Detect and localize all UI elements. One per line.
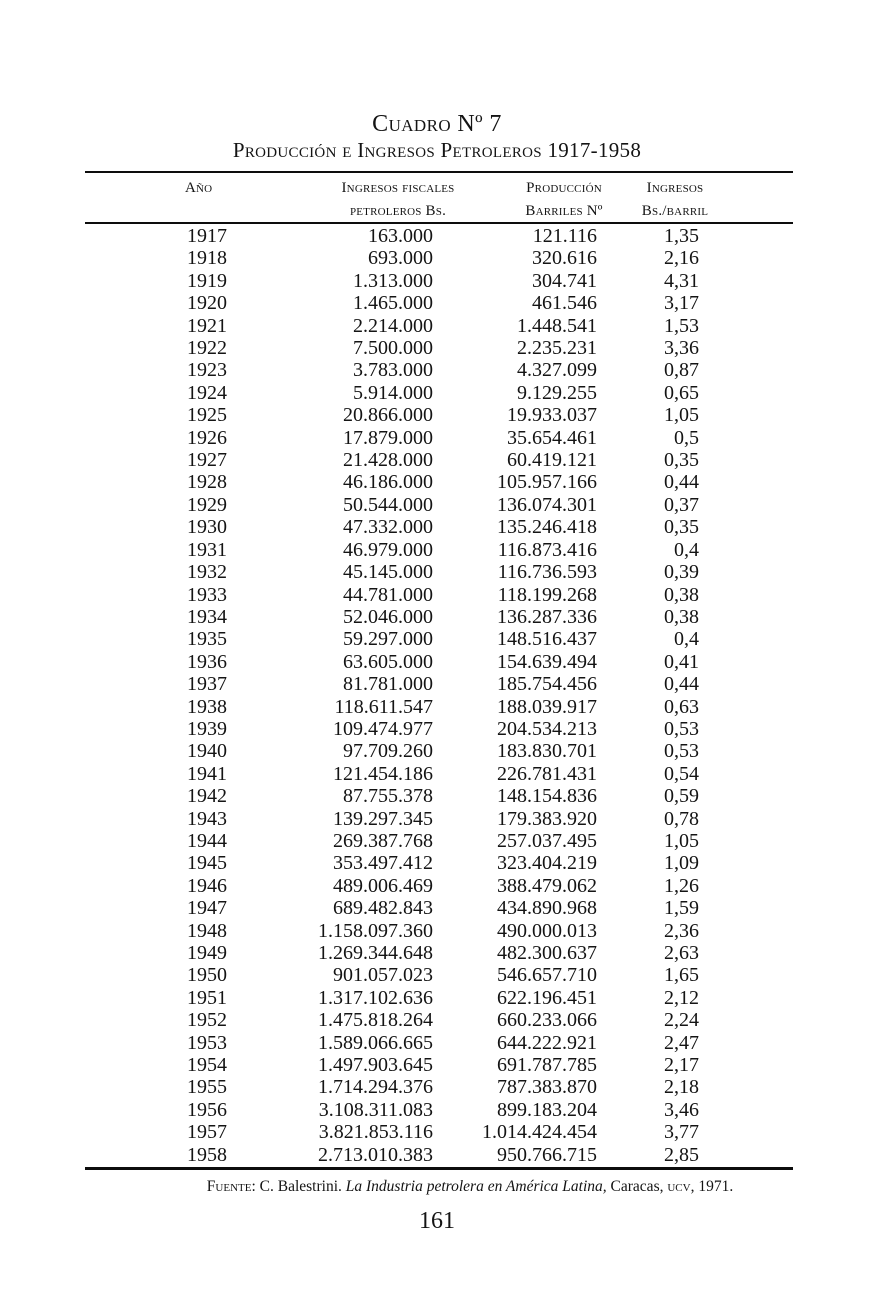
- cell-production: 388.479.062: [497, 874, 597, 897]
- column-header-fiscal-income-line1: Ingresos fiscales: [341, 180, 455, 196]
- table-row: [85, 471, 793, 493]
- cell-production: 135.246.418: [497, 516, 597, 539]
- cell-fiscal-income: 63.605.000: [343, 650, 433, 673]
- cell-income-per-barrel: 2,85: [664, 1143, 699, 1166]
- table-row: [85, 1032, 793, 1054]
- cell-year: 1937: [187, 673, 227, 696]
- row-filler: [700, 987, 793, 1009]
- table-row: [85, 427, 793, 449]
- row-filler: [700, 1144, 793, 1166]
- cell-production: 4.327.099: [517, 359, 597, 382]
- cell-income-per-barrel: 3,77: [664, 1121, 699, 1144]
- page-number: 161: [419, 1208, 455, 1234]
- column-header-year-line1: Año: [185, 180, 213, 196]
- cell-income-per-barrel: 1,35: [664, 225, 699, 247]
- cell-year: 1941: [187, 762, 227, 785]
- table-row: [85, 920, 793, 942]
- cell-year: 1929: [187, 493, 227, 516]
- column-header-fiscal-income: [288, 177, 508, 223]
- table-row: [85, 404, 793, 426]
- row-filler: [700, 1121, 793, 1143]
- table-row: [85, 673, 793, 695]
- cell-year: 1931: [187, 538, 227, 561]
- cell-fiscal-income: 20.866.000: [343, 404, 433, 427]
- row-filler: [700, 606, 793, 628]
- row-filler: [700, 740, 793, 762]
- cell-income-per-barrel: 0,53: [664, 717, 699, 740]
- table-row: [85, 763, 793, 785]
- table-row: [85, 628, 793, 650]
- cell-fiscal-income: 901.057.023: [333, 964, 433, 987]
- cell-production: 35.654.461: [507, 426, 597, 449]
- cell-income-per-barrel: 4,31: [664, 269, 699, 292]
- cell-production: 787.383.870: [497, 1076, 597, 1099]
- cell-production: 185.754.456: [497, 673, 597, 696]
- cell-fiscal-income: 353.497.412: [333, 852, 433, 875]
- cell-production: 105.957.166: [497, 471, 597, 494]
- table-row: [85, 225, 793, 247]
- cell-income-per-barrel: 0,59: [664, 785, 699, 808]
- cell-fiscal-income: 1.465.000: [353, 292, 433, 315]
- table-row: [85, 696, 793, 718]
- cell-production: 183.830.701: [497, 740, 597, 763]
- row-filler: [700, 942, 793, 964]
- table-row: [85, 270, 793, 292]
- cell-income-per-barrel: 1,65: [664, 964, 699, 987]
- cell-year: 1948: [187, 919, 227, 942]
- cell-year: 1919: [187, 269, 227, 292]
- cell-year: 1934: [187, 605, 227, 628]
- cell-income-per-barrel: 3,46: [664, 1098, 699, 1121]
- row-filler: [700, 404, 793, 426]
- cell-fiscal-income: 3.821.853.116: [318, 1121, 433, 1144]
- row-filler: [700, 920, 793, 942]
- cell-fiscal-income: 87.755.378: [343, 785, 433, 808]
- cell-income-per-barrel: 1,59: [664, 897, 699, 920]
- cell-production: 320.616: [532, 247, 597, 270]
- cell-production: 136.074.301: [497, 493, 597, 516]
- cell-production: 154.639.494: [497, 650, 597, 673]
- table-row: [85, 315, 793, 337]
- cell-year: 1926: [187, 426, 227, 449]
- cell-fiscal-income: 1.158.097.360: [318, 919, 433, 942]
- cell-year: 1925: [187, 404, 227, 427]
- cell-production: 9.129.255: [517, 381, 597, 404]
- table-row: [85, 852, 793, 874]
- cell-year: 1936: [187, 650, 227, 673]
- row-filler: [700, 763, 793, 785]
- row-filler: [700, 427, 793, 449]
- cell-income-per-barrel: 0,39: [664, 561, 699, 584]
- cell-income-per-barrel: 0,41: [664, 650, 699, 673]
- table-row: [85, 1121, 793, 1143]
- cell-fiscal-income: 47.332.000: [343, 516, 433, 539]
- cell-income-per-barrel: 0,44: [664, 673, 699, 696]
- cell-year: 1952: [187, 1009, 227, 1032]
- cell-year: 1923: [187, 359, 227, 382]
- cell-production: 148.516.437: [497, 628, 597, 651]
- row-filler: [700, 1099, 793, 1121]
- cell-income-per-barrel: 0,38: [664, 605, 699, 628]
- column-header-income-per-barrel-line2: Bs./barril: [641, 203, 709, 219]
- cell-fiscal-income: 269.387.768: [333, 829, 433, 852]
- cell-fiscal-income: 45.145.000: [343, 561, 433, 584]
- cell-year: 1958: [187, 1143, 227, 1166]
- cell-production: 118.199.268: [497, 583, 597, 606]
- table-row: [85, 1099, 793, 1121]
- row-filler: [700, 337, 793, 359]
- cell-production: 461.546: [532, 292, 597, 315]
- cell-income-per-barrel: 1,53: [664, 314, 699, 337]
- row-filler: [700, 808, 793, 830]
- cell-year: 1921: [187, 314, 227, 337]
- row-filler: [700, 471, 793, 493]
- cell-year: 1924: [187, 381, 227, 404]
- row-filler: [700, 225, 793, 247]
- cell-fiscal-income: 121.454.186: [333, 762, 433, 785]
- row-filler: [700, 651, 793, 673]
- cell-year: 1956: [187, 1098, 227, 1121]
- cell-year: 1932: [187, 561, 227, 584]
- cell-income-per-barrel: 2,36: [664, 919, 699, 942]
- cell-production: 116.873.416: [497, 538, 597, 561]
- cell-fiscal-income: 2.713.010.383: [318, 1143, 433, 1166]
- cell-year: 1922: [187, 337, 227, 360]
- cell-year: 1920: [187, 292, 227, 315]
- data-table: [85, 0, 793, 1313]
- cell-income-per-barrel: 2,12: [664, 986, 699, 1009]
- table-row: [85, 516, 793, 538]
- cell-fiscal-income: 1.589.066.665: [318, 1031, 433, 1054]
- table-row: [85, 247, 793, 269]
- cell-production: 660.233.066: [497, 1009, 597, 1032]
- cell-production: 1.014.424.454: [482, 1121, 597, 1144]
- cell-income-per-barrel: 0,38: [664, 583, 699, 606]
- cell-income-per-barrel: 2,16: [664, 247, 699, 270]
- cell-production: 19.933.037: [507, 404, 597, 427]
- cell-income-per-barrel: 0,5: [674, 426, 699, 449]
- row-filler: [700, 830, 793, 852]
- cell-income-per-barrel: 0,53: [664, 740, 699, 763]
- cell-production: 2.235.231: [517, 337, 597, 360]
- cell-income-per-barrel: 1,09: [664, 852, 699, 875]
- table-rule-middle: [85, 222, 793, 224]
- cell-fiscal-income: 1.317.102.636: [318, 986, 433, 1009]
- cell-fiscal-income: 3.108.311.083: [318, 1098, 433, 1121]
- cell-year: 1930: [187, 516, 227, 539]
- table-row: [85, 292, 793, 314]
- cell-income-per-barrel: 0,87: [664, 359, 699, 382]
- row-filler: [700, 897, 793, 919]
- cell-fiscal-income: 689.482.843: [333, 897, 433, 920]
- source-city: Caracas,: [610, 1178, 664, 1195]
- cell-income-per-barrel: 0,63: [664, 695, 699, 718]
- table-row: [85, 1144, 793, 1166]
- table-row: [85, 942, 793, 964]
- cell-income-per-barrel: 1,05: [664, 829, 699, 852]
- cell-year: 1953: [187, 1031, 227, 1054]
- cell-year: 1945: [187, 852, 227, 875]
- table-row: [85, 740, 793, 762]
- table-row: [85, 449, 793, 471]
- row-filler: [700, 875, 793, 897]
- row-filler: [700, 561, 793, 583]
- table-row: [85, 1054, 793, 1076]
- cell-year: 1942: [187, 785, 227, 808]
- source-label: Fuente:: [206, 1178, 256, 1195]
- cell-fiscal-income: 693.000: [368, 247, 433, 270]
- cell-year: 1917: [187, 225, 227, 247]
- cell-year: 1935: [187, 628, 227, 651]
- cell-income-per-barrel: 2,17: [664, 1054, 699, 1077]
- cell-income-per-barrel: 1,26: [664, 874, 699, 897]
- row-filler: [700, 628, 793, 650]
- cell-year: 1943: [187, 807, 227, 830]
- row-filler: [700, 852, 793, 874]
- row-filler: [700, 696, 793, 718]
- row-filler: [700, 539, 793, 561]
- column-header-income-per-barrel-line1: Ingresos: [646, 180, 704, 196]
- table-row: [85, 337, 793, 359]
- cell-production: 434.890.968: [497, 897, 597, 920]
- table-row: [85, 1076, 793, 1098]
- cell-fiscal-income: 7.500.000: [353, 337, 433, 360]
- cell-fiscal-income: 1.714.294.376: [318, 1076, 433, 1099]
- table-subtitle: Producción e Ingresos Petroleros 1917-1958: [232, 138, 642, 162]
- cell-fiscal-income: 1.313.000: [353, 269, 433, 292]
- cell-year: 1946: [187, 874, 227, 897]
- cell-income-per-barrel: 2,18: [664, 1076, 699, 1099]
- row-filler: [700, 673, 793, 695]
- cell-income-per-barrel: 0,54: [664, 762, 699, 785]
- row-filler: [700, 785, 793, 807]
- row-filler: [700, 292, 793, 314]
- cell-year: 1928: [187, 471, 227, 494]
- row-filler: [700, 247, 793, 269]
- cell-production: 179.383.920: [497, 807, 597, 830]
- cell-income-per-barrel: 0,4: [674, 538, 699, 561]
- row-filler: [700, 1076, 793, 1098]
- cell-income-per-barrel: 0,44: [664, 471, 699, 494]
- cell-production: 204.534.213: [497, 717, 597, 740]
- table-row: [85, 830, 793, 852]
- cell-fiscal-income: 5.914.000: [353, 381, 433, 404]
- table-title: Cuadro Nº 7: [372, 111, 502, 137]
- row-filler: [700, 516, 793, 538]
- table-row: [85, 584, 793, 606]
- table-row: [85, 359, 793, 381]
- table-header-row: [85, 177, 793, 222]
- table-rule-bottom: [85, 1167, 793, 1170]
- source-note: [0, 1177, 874, 1197]
- row-filler: [700, 270, 793, 292]
- cell-production: 622.196.451: [497, 986, 597, 1009]
- column-header-income-per-barrel: [605, 177, 745, 223]
- table-row: [85, 539, 793, 561]
- cell-year: 1927: [187, 449, 227, 472]
- source-year: , 1971.: [690, 1178, 734, 1195]
- cell-production: 644.222.921: [497, 1031, 597, 1054]
- cell-production: 257.037.495: [497, 829, 597, 852]
- cell-fiscal-income: 1.475.818.264: [318, 1009, 433, 1032]
- row-filler: [700, 1009, 793, 1031]
- cell-fiscal-income: 44.781.000: [343, 583, 433, 606]
- cell-income-per-barrel: 0,65: [664, 381, 699, 404]
- cell-year: 1949: [187, 942, 227, 964]
- cell-year: 1944: [187, 829, 227, 852]
- cell-income-per-barrel: 0,4: [674, 628, 699, 651]
- cell-fiscal-income: 50.544.000: [343, 493, 433, 516]
- cell-fiscal-income: 1.497.903.645: [318, 1054, 433, 1077]
- cell-year: 1918: [187, 247, 227, 270]
- table-row: [85, 606, 793, 628]
- cell-production: 226.781.431: [497, 762, 597, 785]
- row-filler: [700, 718, 793, 740]
- cell-income-per-barrel: 0,35: [664, 449, 699, 472]
- row-filler: [700, 382, 793, 404]
- cell-production: 323.404.219: [497, 852, 597, 875]
- cell-production: 188.039.917: [497, 695, 597, 718]
- cell-year: 1939: [187, 717, 227, 740]
- table-row: [85, 494, 793, 516]
- cell-income-per-barrel: 1,05: [664, 404, 699, 427]
- cell-production: 116.736.593: [497, 561, 597, 584]
- cell-income-per-barrel: 0,37: [664, 493, 699, 516]
- row-filler: [700, 964, 793, 986]
- column-header-production-line1: Producción: [526, 180, 602, 196]
- table-row: [85, 785, 793, 807]
- table-row: [85, 964, 793, 986]
- cell-year: 1940: [187, 740, 227, 763]
- cell-production: 121.116: [532, 225, 597, 247]
- cell-income-per-barrel: 2,47: [664, 1031, 699, 1054]
- source-author: C. Balestrini.: [259, 1178, 342, 1195]
- column-header-production-line2: Barriles Nº: [525, 203, 603, 219]
- cell-production: 691.787.785: [497, 1054, 597, 1077]
- table-row: [85, 651, 793, 673]
- table-rule-top: [85, 171, 793, 173]
- cell-year: 1933: [187, 583, 227, 606]
- cell-fiscal-income: 3.783.000: [353, 359, 433, 382]
- table-row: [85, 718, 793, 740]
- table-row: [85, 1009, 793, 1031]
- row-filler: [700, 494, 793, 516]
- table-row: [85, 875, 793, 897]
- table-row: [85, 561, 793, 583]
- table-row: [85, 897, 793, 919]
- cell-income-per-barrel: 3,36: [664, 337, 699, 360]
- cell-fiscal-income: 52.046.000: [343, 605, 433, 628]
- cell-production: 1.448.541: [517, 314, 597, 337]
- source-publisher: ucv: [667, 1178, 691, 1195]
- column-header-year: [185, 177, 212, 200]
- cell-fiscal-income: 21.428.000: [343, 449, 433, 472]
- column-header-fiscal-income-line2: petroleros Bs.: [349, 203, 447, 219]
- cell-fiscal-income: 81.781.000: [343, 673, 433, 696]
- row-filler: [700, 1032, 793, 1054]
- table-body: [85, 225, 793, 1166]
- cell-fiscal-income: 59.297.000: [343, 628, 433, 651]
- cell-fiscal-income: 46.186.000: [343, 471, 433, 494]
- cell-production: 950.766.715: [497, 1143, 597, 1166]
- cell-fiscal-income: 489.006.469: [333, 874, 433, 897]
- cell-year: 1957: [187, 1121, 227, 1144]
- cell-year: 1947: [187, 897, 227, 920]
- cell-fiscal-income: 139.297.345: [333, 807, 433, 830]
- cell-fiscal-income: 118.611.547: [334, 695, 433, 718]
- cell-year: 1938: [187, 695, 227, 718]
- cell-year: 1954: [187, 1054, 227, 1077]
- cell-fiscal-income: 46.979.000: [343, 538, 433, 561]
- row-filler: [700, 584, 793, 606]
- cell-production: 304.741: [532, 269, 597, 292]
- cell-fiscal-income: 1.269.344.648: [318, 942, 433, 964]
- cell-production: 148.154.836: [497, 785, 597, 808]
- cell-income-per-barrel: 3,17: [664, 292, 699, 315]
- table-row: [85, 382, 793, 404]
- row-filler: [700, 449, 793, 471]
- cell-year: 1951: [187, 986, 227, 1009]
- row-filler: [700, 1054, 793, 1076]
- cell-year: 1950: [187, 964, 227, 987]
- cell-production: 60.419.121: [507, 449, 597, 472]
- cell-fiscal-income: 97.709.260: [343, 740, 433, 763]
- cell-fiscal-income: 163.000: [368, 225, 433, 247]
- row-filler: [700, 359, 793, 381]
- source-title-italic: La Industria petrolera en América Latina,: [345, 1178, 607, 1195]
- cell-fiscal-income: 109.474.977: [333, 717, 433, 740]
- cell-income-per-barrel: 0,35: [664, 516, 699, 539]
- table-row: [85, 808, 793, 830]
- cell-income-per-barrel: 2,24: [664, 1009, 699, 1032]
- cell-production: 899.183.204: [497, 1098, 597, 1121]
- table-row: [85, 987, 793, 1009]
- cell-fiscal-income: 2.214.000: [353, 314, 433, 337]
- cell-fiscal-income: 17.879.000: [343, 426, 433, 449]
- cell-production: 490.000.013: [497, 919, 597, 942]
- cell-year: 1955: [187, 1076, 227, 1099]
- cell-income-per-barrel: 2,63: [664, 942, 699, 964]
- cell-production: 546.657.710: [497, 964, 597, 987]
- cell-production: 136.287.336: [497, 605, 597, 628]
- cell-production: 482.300.637: [497, 942, 597, 964]
- row-filler: [700, 315, 793, 337]
- cell-income-per-barrel: 0,78: [664, 807, 699, 830]
